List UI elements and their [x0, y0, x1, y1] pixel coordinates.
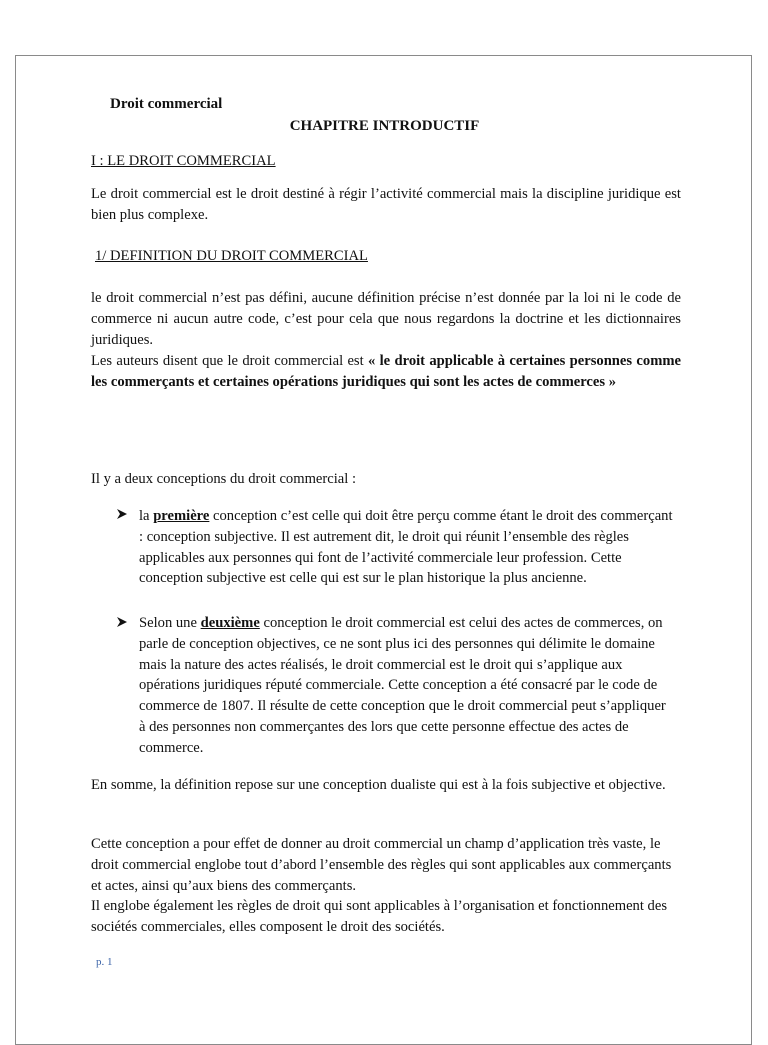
section-heading-droit-commercial: I : LE DROIT COMMERCIAL	[91, 153, 276, 169]
section-heading-definition: 1/ DEFINITION DU DROIT COMMERCIAL	[95, 248, 368, 264]
bullet-body: conception le droit commercial est celui des actes de commerces, on parle de conception objectives, ce ne sont plus ici des personnes qui délimite le domaine mais la nature des actes réalisés, le droit commercial est le droit qui s’applique aux opérations juridiques réputé commerciale. Cette conception a été consacré par le code de commerce de 1807. Il résulte de cette conception que le droit commercial peut s’appliquer à des personnes non commerçantes des lors que cette personne effectue des actes de commerce.	[139, 615, 666, 756]
scope-paragraph	[91, 834, 681, 938]
arrowhead-bullet-icon	[116, 616, 128, 633]
authors-lead-text: Les auteurs disent que le droit commercial est	[91, 353, 368, 369]
bullet-keyword: deuxième	[200, 615, 260, 631]
bullet-lead: Selon une	[139, 615, 201, 631]
authors-paragraph	[91, 351, 681, 393]
chapter-title: CHAPITRE INTRODUCTIF	[289, 118, 480, 134]
definition-paragraph: le droit commercial n’est pas défini, aucune définition précise n’est donnée par la loi ni le code de commerce ni aucun autre code, c’est pour cela que nous regardons la doctrine et les dictionnaires juridiques.	[91, 290, 681, 348]
arrowhead-bullet-icon	[116, 508, 128, 525]
summary-paragraph: En somme, la définition repose sur une conception dualiste qui est à la fois subjective et objective.	[91, 777, 666, 793]
bullet-item-premiere	[139, 506, 673, 589]
bullet-body: conception c’est celle qui doit être perçu comme étant le droit des commerçant : conception subjective. Il est autrement dit, le droit qui réunit l’ensemble des règles applicables aux personnes qui font de l’activité commerciale leur profession. Cette conception subjective est celle qui est sur le plan historique la plus ancienne.	[139, 508, 673, 587]
conceptions-intro: Il y a deux conceptions du droit commercial :	[91, 471, 357, 487]
page-number: p. 1	[96, 956, 113, 968]
scope-paragraph-line1: Cette conception a pour effet de donner au droit commercial un champ d’application très vaste, le droit commercial englobe tout d’abord l’ensemble des règles qui sont applicables aux commerçants et actes, ainsi qu’aux biens des commerçants.	[91, 836, 672, 894]
document-page	[15, 55, 752, 1045]
bullet-item-deuxieme	[139, 613, 673, 759]
bullet-keyword: première	[153, 508, 210, 524]
scope-paragraph-line2: Il englobe également les règles de droit qui sont applicables à l’organisation et fonctionnement des sociétés commerciales, elles composent le droit des sociétés.	[91, 898, 668, 936]
intro-paragraph: Le droit commercial est le droit destiné à régir l’activité commercial mais la discipline juridique est bien plus complexe.	[91, 186, 681, 223]
document-subject: Droit commercial	[110, 96, 223, 112]
authors-quote: « le droit applicable à certaines personnes comme les commerçants et certaines opérations juridiques qui sont les actes de commerces »	[91, 353, 681, 390]
bullet-lead: la	[139, 508, 154, 524]
